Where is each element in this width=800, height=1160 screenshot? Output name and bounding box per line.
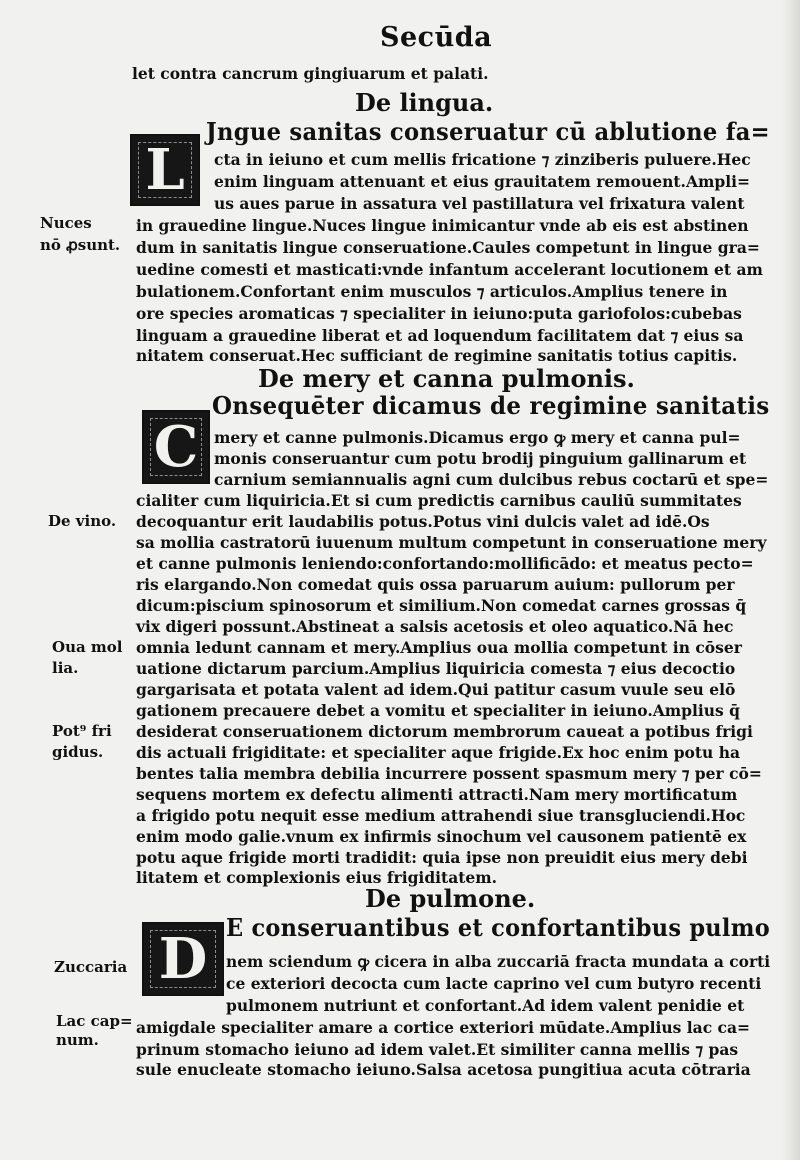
- text-line: potu aque frigide morti tradidit: quia ipse non preuidit eius mery debi: [136, 848, 748, 867]
- section-heading: De mery et canna pulmonis.: [258, 364, 635, 393]
- margin-note: lia.: [52, 659, 79, 677]
- text-line: carnium semiannualis agni cum dulcibus rebus coctarū et spe=: [214, 470, 769, 489]
- section-heading: De pulmone.: [365, 884, 536, 913]
- text-line: enim linguam attenuant et eius grauitatem remouent.Ampli=: [214, 172, 750, 191]
- text-line: desiderat conseruationem dictorum membrorum caueat a potibus frigi: [136, 722, 753, 741]
- text-line: decoquantur erit laudabilis potus.Potus vini dulcis valet ad idē.Os: [136, 512, 710, 531]
- text-line: nem sciendum ꝙ cicera in alba zuccariā fracta mundata a corti: [226, 952, 771, 971]
- text-line: us aues parue in assatura vel pastillatura vel frixatura valent: [214, 194, 745, 213]
- initial-letter: D: [158, 926, 208, 992]
- text-line: gationem precauere debet a vomitu et specialiter in ieiuno.Amplius q̄: [136, 701, 740, 720]
- text-line: gargarisata et potata valent ad idem.Qui patitur casum vuule seu elō: [136, 680, 736, 699]
- text-line: bulationem.Confortant enim musculos ⁊ articulos.Amplius tenere in: [136, 282, 728, 301]
- margin-note: De vino.: [48, 512, 117, 530]
- text-line: omnia ledunt cannam et mery.Amplius oua mollia competunt in cōser: [136, 638, 742, 657]
- text-line: dicum:piscium spinosorum et similium.Non comedat carnes grossas q̄: [136, 596, 747, 615]
- text-line: sule enucleate stomacho ieiuno.Salsa acetosa pungitiua acuta cōtraria: [136, 1060, 751, 1079]
- decorated-initial-L: [130, 134, 200, 206]
- text-line: dum in sanitatis lingue conseruatione.Caules competunt in lingue gra=: [136, 238, 760, 257]
- initial-letter: C: [153, 414, 199, 480]
- margin-note: Pot⁹ fri: [52, 722, 112, 740]
- running-head: Secūda: [380, 22, 493, 53]
- text-line: sa mollia castratorū iuuenum multum competunt in conseruatione mery: [136, 533, 767, 552]
- decorated-initial-C: [142, 410, 210, 484]
- text-line: enim modo galie.vnum ex infirmis sinochum vel causonem patientē ex: [136, 827, 747, 846]
- initial-ornament: [150, 930, 216, 988]
- text-line: in grauedine lingue.Nuces lingue inimicantur vnde ab eis est abstinen: [136, 216, 749, 235]
- initial-ornament: [138, 142, 192, 198]
- text-line: prinum stomacho ieiuno ad idem valet.Et similiter canna mellis ⁊ pas: [136, 1040, 739, 1059]
- text-line: pulmonem nutriunt et confortant.Ad idem valent penidie et: [226, 996, 745, 1015]
- margin-note: nō ꝓsunt.: [40, 236, 121, 254]
- text-line: et canne pulmonis leniendo:confortando:mollificādo: et meatus pecto=: [136, 554, 754, 573]
- text-line: mery et canne pulmonis.Dicamus ergo ꝙ mery et canna pul=: [214, 428, 741, 447]
- margin-note: Nuces: [40, 214, 92, 232]
- margin-note: num.: [56, 1031, 99, 1049]
- margin-note: Zuccaria: [54, 958, 128, 976]
- page-edge-shadow: [782, 0, 800, 1160]
- first-line: Jngue sanitas conseruatur cū ablutione fa=: [206, 117, 770, 146]
- text-line: amigdale specialiter amare a cortice exteriori mūdate.Amplius lac ca=: [136, 1018, 750, 1037]
- text-line: let contra cancrum gingiuarum et palati.: [132, 64, 489, 83]
- text-line: sequens mortem ex defectu alimenti attracti.Nam mery mortificatum: [136, 785, 738, 804]
- text-line: litatem et complexionis eius frigiditatem.: [136, 868, 498, 887]
- first-line: Onsequēter dicamus de regimine sanitatis: [212, 391, 770, 420]
- text-line: cta in ieiuno et cum mellis fricatione ⁊ zinziberis puluere.Hec: [214, 150, 751, 169]
- section-heading: De lingua.: [355, 88, 494, 117]
- margin-note: Oua mol: [52, 638, 123, 656]
- text-line: uatione dictarum parcium.Amplius liquiricia comesta ⁊ eius decoctio: [136, 659, 736, 678]
- text-line: monis conseruantur cum potu brodij pinguium gallinarum et: [214, 449, 747, 468]
- initial-ornament: [150, 418, 202, 476]
- margin-note: gidus.: [52, 743, 104, 761]
- text-line: nitatem conseruat.Hec sufficiant de regimine sanitatis totius capitis.: [136, 346, 738, 365]
- text-line: uedine comesti et masticati:vnde infantum accelerant locutionem et am: [136, 260, 763, 279]
- text-line: linguam a grauedine liberat et ad loquendum facilitatem dat ⁊ eius sa: [136, 326, 744, 345]
- text-line: bentes talia membra debilia incurrere possent spasmum mery ⁊ per cō=: [136, 764, 762, 783]
- first-line: E conseruantibus et confortantibus pulmo: [226, 913, 770, 942]
- text-line: ce exteriori decocta cum lacte caprino vel cum butyro recenti: [226, 974, 762, 993]
- margin-note: Lac cap=: [56, 1012, 133, 1030]
- text-line: vix digeri possunt.Abstineat a salsis acetosis et oleo aquatico.Nā hec: [136, 617, 734, 636]
- text-line: dis actuali frigiditate: et specialiter aque frigide.Ex hoc enim potu ha: [136, 743, 741, 762]
- text-line: a frigido potu nequit esse medium attrahendi siue transgluciendi.Hoc: [136, 806, 746, 825]
- text-line: ris elargando.Non comedat quis ossa paruarum auium: pullorum per: [136, 575, 735, 594]
- text-line: ore species aromaticas ⁊ specialiter in ieiuno:puta gariofolos:cubebas: [136, 304, 742, 323]
- text-line: cialiter cum liquiricia.Et si cum predictis carnibus cauliū summitates: [136, 491, 742, 510]
- initial-letter: L: [145, 137, 185, 203]
- decorated-initial-D: [142, 922, 224, 996]
